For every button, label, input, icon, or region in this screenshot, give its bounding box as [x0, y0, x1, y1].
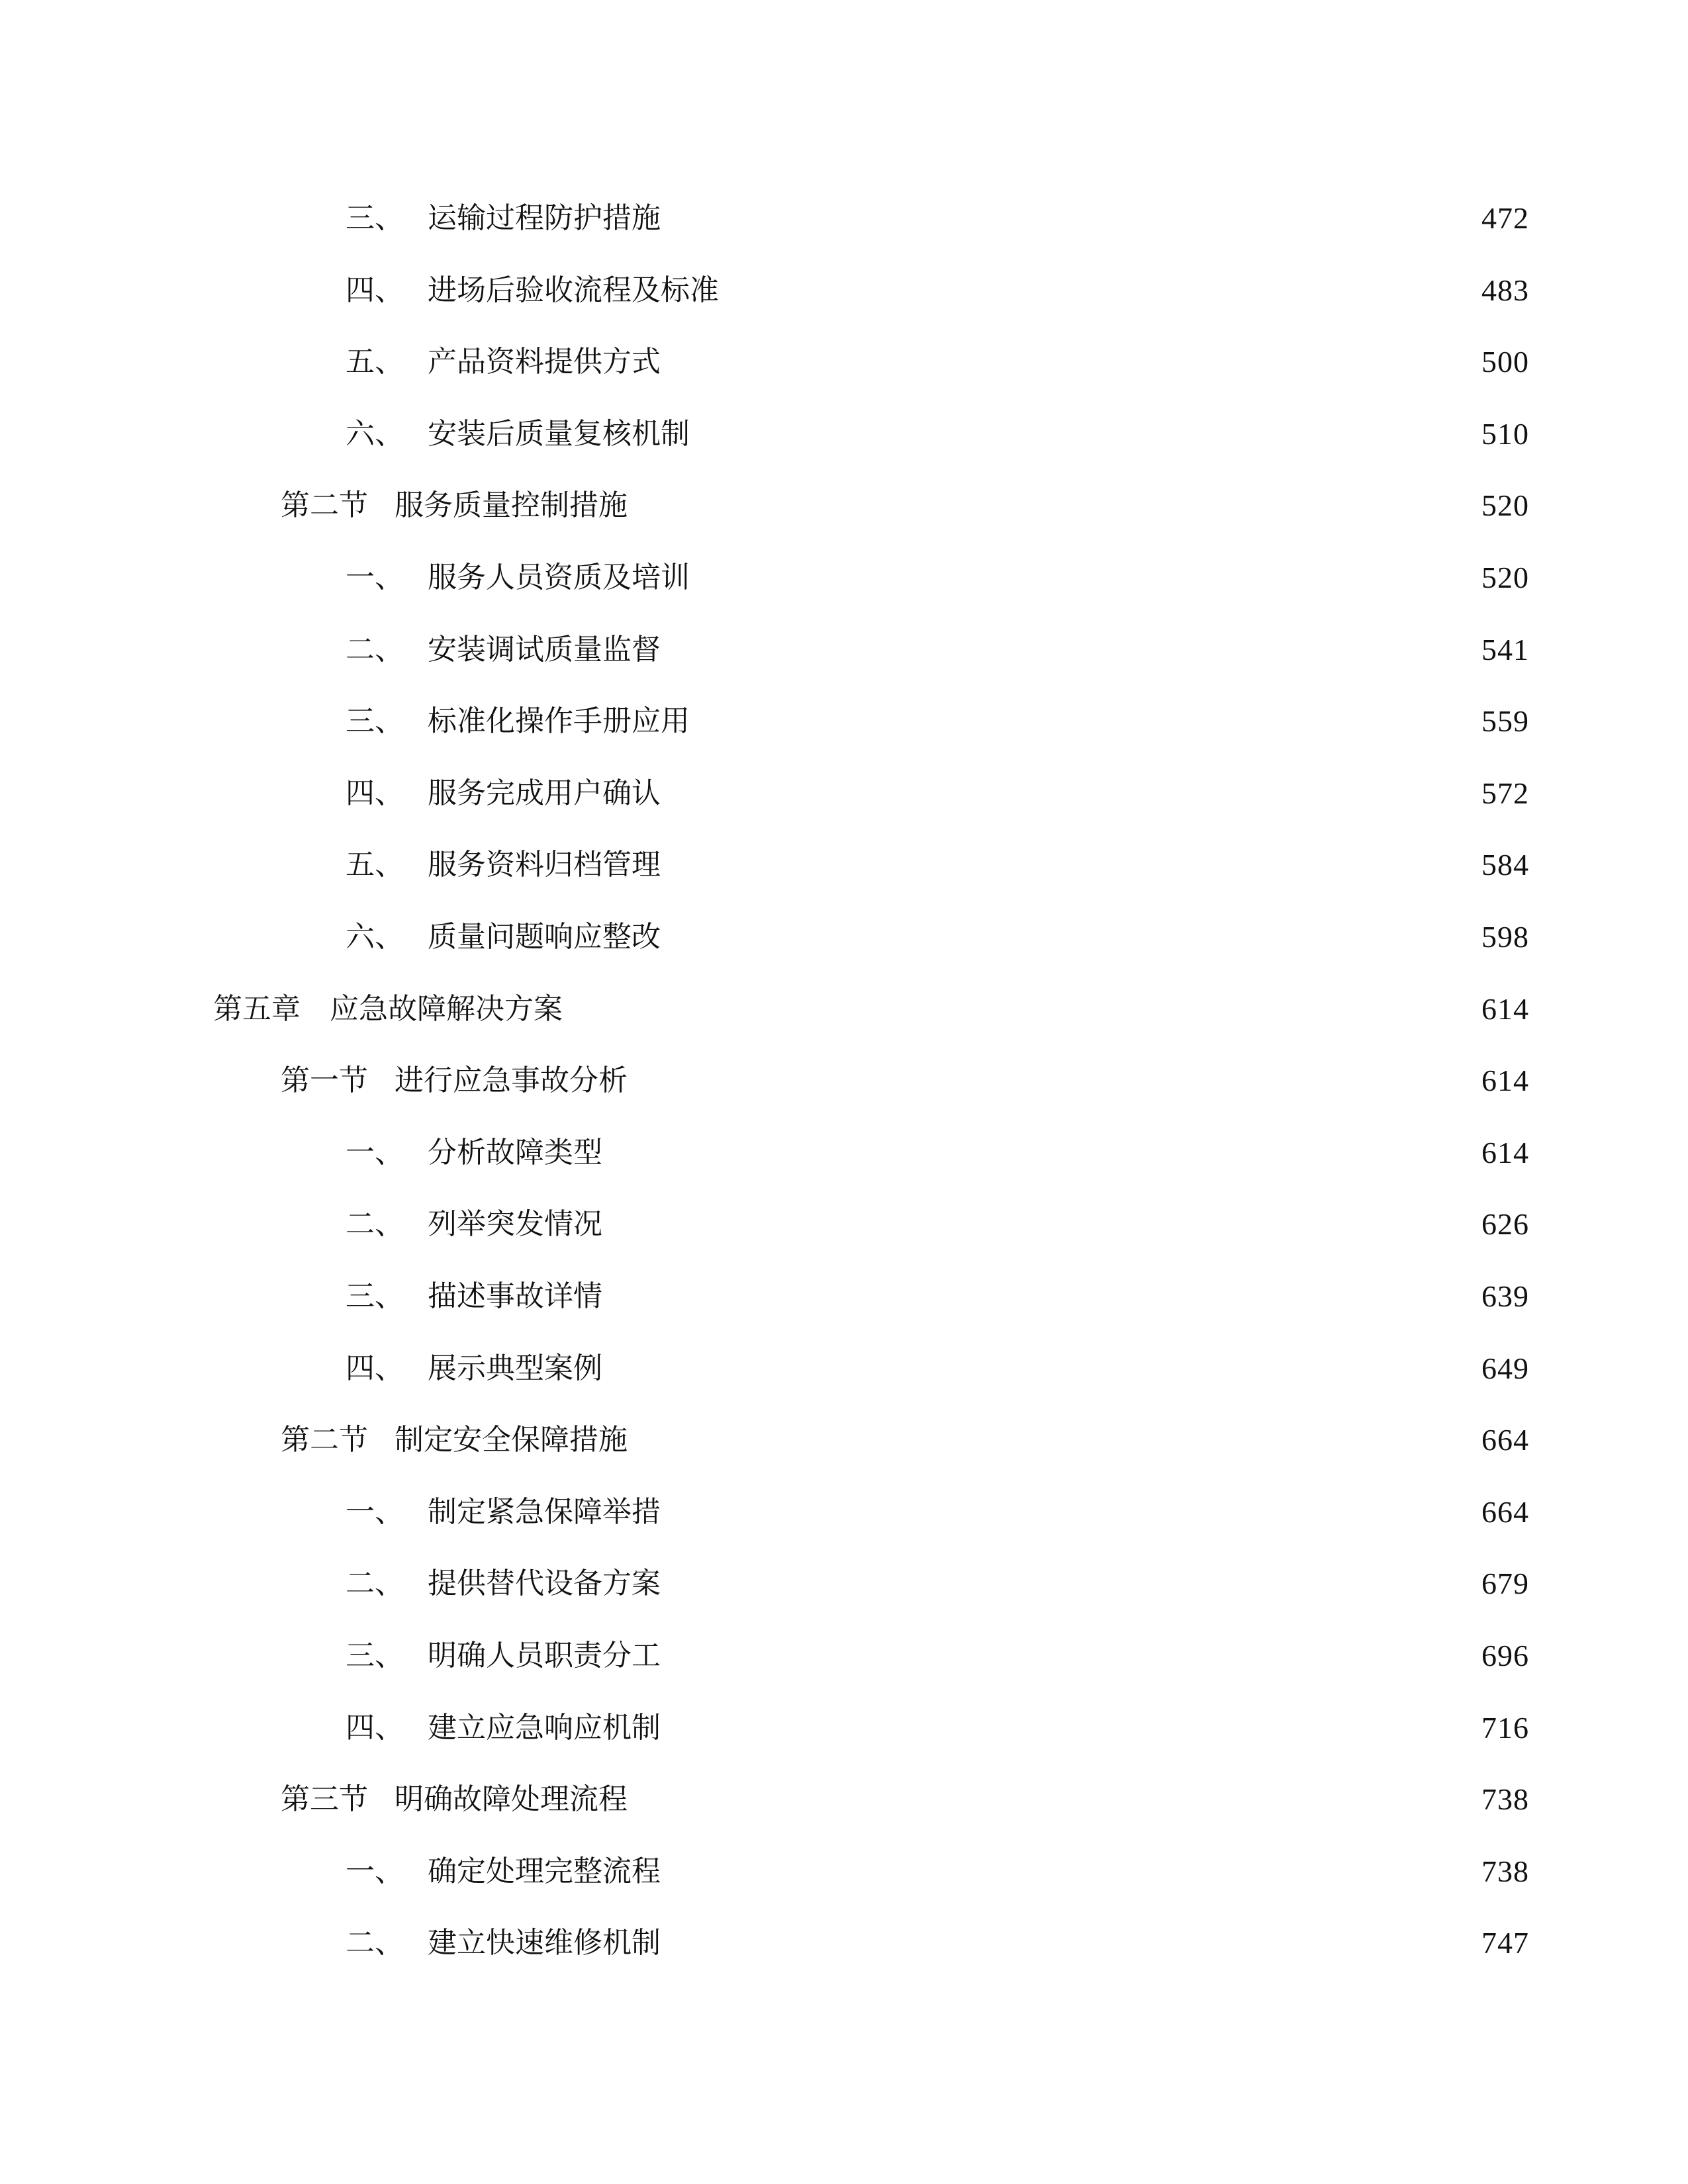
toc-entry-page-number: 716: [1481, 1710, 1529, 1745]
toc-entry-item[interactable]: [346, 839, 1529, 891]
toc-entry-item[interactable]: [346, 1126, 1529, 1179]
toc-entry-page-number: 559: [1481, 704, 1529, 739]
toc-entry-number: 二、: [346, 632, 404, 666]
dot-leader: [572, 970, 1466, 1023]
toc-entry-number: 第一节: [281, 1064, 368, 1098]
toc-entry-title: 服务完成用户确认: [428, 776, 661, 810]
toc-entry-title: 服务资料归档管理: [428, 848, 661, 882]
toc-entry-item[interactable]: [346, 1845, 1529, 1898]
toc-entry-number: 一、: [346, 1854, 404, 1888]
toc-entry-title: 安装调试质量监督: [428, 632, 661, 666]
toc-entry-page-number: 738: [1481, 1854, 1529, 1888]
toc-entry-item[interactable]: [346, 192, 1529, 245]
toc-entry-number: 三、: [346, 1639, 404, 1672]
toc-entry-section[interactable]: [281, 1414, 1529, 1467]
toc-entry-title: 质量问题响应整改: [428, 920, 661, 954]
toc-entry-title: 服务人员资质及培训: [428, 561, 690, 594]
toc-entry-page-number: 747: [1481, 1926, 1529, 1960]
toc-entry-number: 一、: [346, 1135, 404, 1169]
dot-leader: [637, 466, 1466, 519]
toc-entry-item[interactable]: [346, 1702, 1529, 1754]
dot-leader: [612, 1257, 1466, 1310]
dot-leader: [612, 1329, 1466, 1382]
toc-entry-item[interactable]: [346, 1917, 1529, 1970]
toc-entry-item[interactable]: [346, 336, 1529, 388]
toc-entry-number: 第三节: [281, 1782, 368, 1817]
toc-entry-title: 运输过程防护措施: [428, 201, 661, 235]
toc-entry-page-number: 572: [1481, 776, 1529, 810]
dot-leader: [612, 1113, 1466, 1166]
toc-entry-title: 应急故障解决方案: [330, 991, 563, 1026]
dot-leader: [670, 1832, 1466, 1885]
toc-entry-number: 一、: [346, 1494, 404, 1529]
dot-leader: [670, 754, 1466, 807]
toc-entry-number: 三、: [346, 704, 404, 739]
toc-entry-page-number: 584: [1481, 848, 1529, 882]
toc-entry-page-number: 520: [1481, 488, 1529, 523]
toc-entry-page-number: 500: [1481, 345, 1529, 379]
toc-entry-number: 六、: [346, 416, 404, 451]
dot-leader: [670, 1616, 1466, 1669]
toc-entry-number: 三、: [346, 201, 404, 235]
toc-entry-item[interactable]: [346, 551, 1529, 604]
toc-entry-number: 四、: [346, 273, 404, 307]
toc-entry-title: 描述事故详情: [428, 1279, 602, 1313]
toc-entry-title: 制定安全保障措施: [395, 1423, 628, 1457]
dot-leader: [670, 610, 1466, 663]
dot-leader: [670, 1688, 1466, 1741]
dot-leader: [699, 682, 1466, 735]
dot-leader: [670, 1544, 1466, 1597]
toc-entry-title: 安装后质量复核机制: [428, 416, 690, 451]
toc-entry-title: 分析故障类型: [428, 1135, 602, 1169]
toc-entry-number: 第二节: [281, 488, 368, 523]
toc-entry-number: 三、: [346, 1279, 404, 1313]
dot-leader: [699, 538, 1466, 591]
toc-entry-title: 标准化操作手册应用: [428, 704, 690, 739]
toc-entry-number: 二、: [346, 1567, 404, 1601]
toc-entry-page-number: 614: [1481, 1135, 1529, 1169]
dot-leader: [612, 1185, 1466, 1238]
toc-entry-page-number: 738: [1481, 1782, 1529, 1817]
dot-leader: [699, 394, 1466, 447]
toc-entry-number: 第五章: [213, 991, 301, 1026]
toc-entry-page-number: 483: [1481, 273, 1529, 307]
toc-entry-page-number: 614: [1481, 991, 1529, 1026]
toc-entry-page-number: 696: [1481, 1639, 1529, 1672]
toc-entry-number: 四、: [346, 1351, 404, 1385]
toc-entry-title: 服务质量控制措施: [395, 488, 628, 523]
toc-entry-page-number: 626: [1481, 1207, 1529, 1242]
toc-entry-title: 提供替代设备方案: [428, 1567, 661, 1601]
toc-entry-title: 建立应急响应机制: [428, 1710, 661, 1745]
toc-entry-item[interactable]: [346, 264, 1529, 317]
dot-leader: [637, 1041, 1466, 1094]
toc-entry-title: 制定紧急保障举措: [428, 1494, 661, 1529]
toc-entry-page-number: 664: [1481, 1423, 1529, 1457]
toc-entry-page-number: 649: [1481, 1351, 1529, 1385]
toc-entry-number: 五、: [346, 848, 404, 882]
toc-entry-item[interactable]: [346, 623, 1529, 676]
dot-leader: [670, 179, 1466, 232]
toc-entry-number: 五、: [346, 345, 404, 379]
toc-entry-title: 进场后验收流程及标准: [428, 273, 719, 307]
toc-entry-title: 产品资料提供方式: [428, 345, 661, 379]
toc-entry-number: 第二节: [281, 1423, 368, 1457]
toc-entry-item[interactable]: [346, 1629, 1529, 1682]
dot-leader: [637, 1400, 1466, 1453]
toc-entry-number: 一、: [346, 561, 404, 594]
toc-entry-page-number: 541: [1481, 632, 1529, 666]
toc-entry-page-number: 520: [1481, 561, 1529, 594]
toc-entry-title: 进行应急事故分析: [395, 1064, 628, 1098]
toc-entry-section[interactable]: [281, 1773, 1529, 1826]
toc-entry-number: 六、: [346, 920, 404, 954]
toc-entry-title: 展示典型案例: [428, 1351, 602, 1385]
toc-entry-section[interactable]: [281, 479, 1529, 532]
dot-leader: [670, 897, 1466, 950]
toc-entry-item[interactable]: [346, 1486, 1529, 1539]
dot-leader: [637, 1760, 1466, 1813]
dot-leader: [670, 1903, 1466, 1956]
toc-entry-page-number: 472: [1481, 201, 1529, 235]
toc-entry-item[interactable]: [346, 408, 1529, 461]
toc-entry-page-number: 679: [1481, 1567, 1529, 1601]
toc-entry-item[interactable]: [346, 695, 1529, 748]
dot-leader: [670, 825, 1466, 878]
toc-entry-item[interactable]: [346, 1342, 1529, 1395]
dot-leader: [728, 251, 1466, 304]
toc-entry-item[interactable]: [346, 1198, 1529, 1251]
toc-entry-title: 明确故障处理流程: [395, 1782, 628, 1817]
toc-entry-page-number: 639: [1481, 1279, 1529, 1313]
toc-entry-section[interactable]: [281, 1054, 1529, 1107]
toc-entry-number: 二、: [346, 1207, 404, 1242]
toc-entry-page-number: 664: [1481, 1494, 1529, 1529]
toc-entry-title: 建立快速维修机制: [428, 1926, 661, 1960]
toc-entry-page-number: 510: [1481, 416, 1529, 451]
toc-entry-item[interactable]: [346, 1557, 1529, 1610]
dot-leader: [670, 1473, 1466, 1525]
toc-entry-number: 二、: [346, 1926, 404, 1960]
toc-entry-title: 确定处理完整流程: [428, 1854, 661, 1888]
toc-entry-page-number: 598: [1481, 920, 1529, 954]
toc-entry-page-number: 614: [1481, 1064, 1529, 1098]
toc-entry-number: 四、: [346, 1710, 404, 1745]
toc-entry-chapter[interactable]: [213, 983, 1529, 1036]
toc-entry-number: 四、: [346, 776, 404, 810]
toc-entry-title: 明确人员职责分工: [428, 1639, 661, 1672]
toc-entry-item[interactable]: [346, 1270, 1529, 1323]
toc-entry-item[interactable]: [346, 911, 1529, 964]
dot-leader: [670, 322, 1466, 375]
toc-entry-title: 列举突发情况: [428, 1207, 602, 1242]
toc-entry-item[interactable]: [346, 767, 1529, 820]
